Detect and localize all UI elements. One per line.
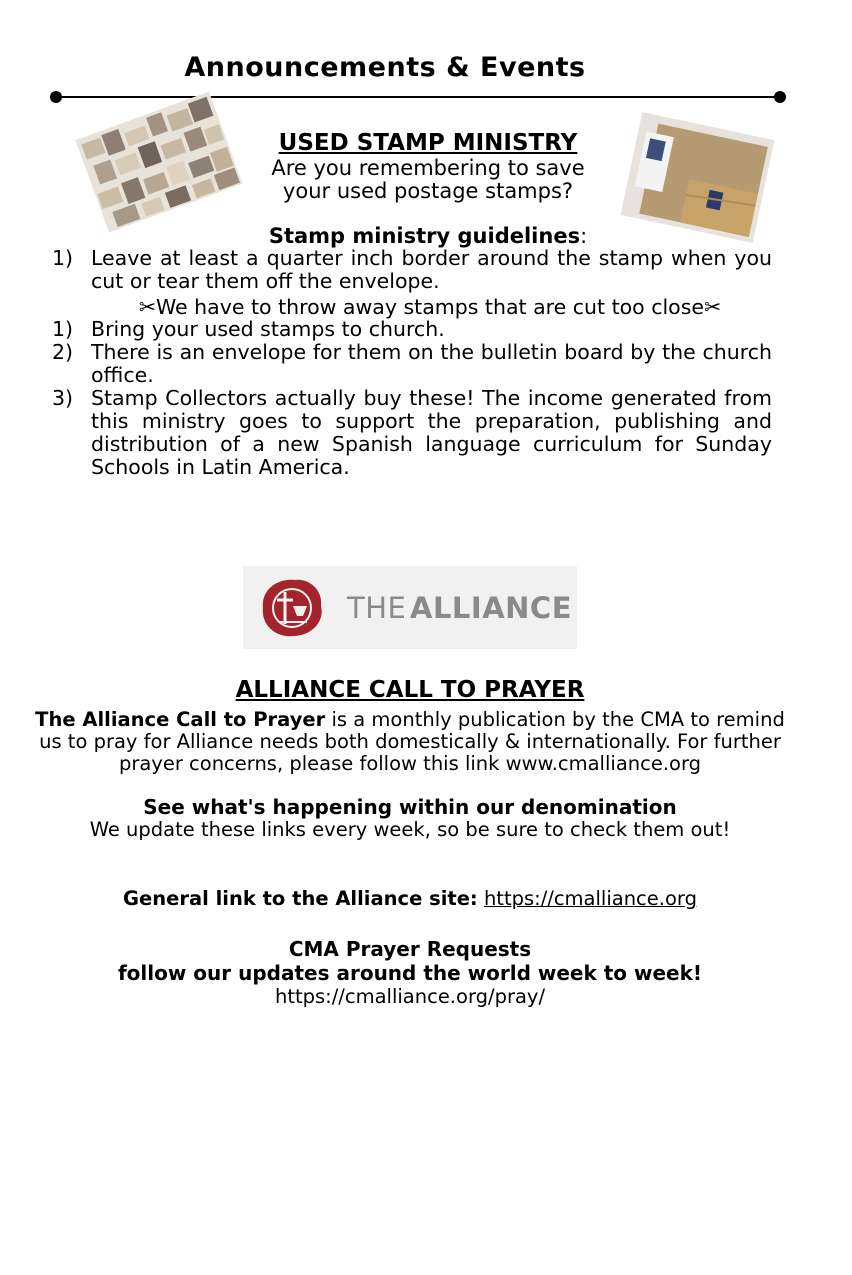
prayer-bold-lead: The Alliance Call to Prayer xyxy=(35,708,326,731)
list-number: 1) xyxy=(52,317,74,341)
question-line: your used postage stamps? xyxy=(282,179,574,203)
list-item xyxy=(52,341,772,387)
prayer-body-text: is a monthly publication by the CMA to remind us to pray for Alliance needs both domestically & internationally. For further prayer concerns, please follow this link www.cmalliance.org xyxy=(39,708,785,775)
list-item xyxy=(52,318,772,341)
prayer-requests-subtitle: follow our updates around the world week to week! xyxy=(117,961,703,985)
guidelines-label xyxy=(200,224,656,248)
stamp-ministry-heading: USED STAMP MINISTRY xyxy=(278,130,578,156)
logo-text-the: THE xyxy=(347,591,407,625)
prayer-heading: ALLIANCE CALL TO PRAYER xyxy=(235,677,585,703)
list-text: There is an envelope for them on the bulletin board by the church office. xyxy=(91,340,772,387)
list-number: 2) xyxy=(52,340,74,364)
list-number: 1) xyxy=(52,246,74,270)
prayer-requests-url: https://cmalliance.org/pray/ xyxy=(274,985,546,1008)
list-number: 3) xyxy=(52,386,74,410)
happening-heading: See what's happening within our denomination xyxy=(143,795,677,819)
general-link-label: General link to the Alliance site: xyxy=(123,887,478,910)
guidelines-label-text: Stamp ministry guidelines xyxy=(268,224,581,248)
list-item xyxy=(52,387,772,479)
logo-text-alliance: ALLIANCE xyxy=(410,591,572,625)
page-title: Announcements & Events xyxy=(184,52,586,83)
guidelines-colon: : xyxy=(580,224,588,248)
list-text: Leave at least a quarter inch border around the stamp when you cut or tear them off the envelope. xyxy=(91,246,772,293)
alliance-logo xyxy=(243,566,577,649)
stamp-ministry-question xyxy=(200,157,656,203)
prayer-requests-title: CMA Prayer Requests xyxy=(288,937,532,961)
happening-subtext: We update these links every week, so be sure to check them out! xyxy=(89,818,731,841)
cut-warning-note: ✂We have to throw away stamps that are cut too close✂ xyxy=(138,295,722,319)
alliance-site-link[interactable]: https://cmalliance.org xyxy=(483,887,697,910)
header-divider xyxy=(50,90,786,104)
list-text: Stamp Collectors actually buy these! The income generated from this ministry goes to support the preparation, publishing and distribution of a new Spanish language curriculum for Sunday Schools in Latin America. xyxy=(91,386,772,479)
prayer-description xyxy=(30,709,790,775)
guidelines-list xyxy=(52,247,772,293)
general-link-line xyxy=(30,887,790,910)
guidelines-list xyxy=(52,318,772,479)
list-item xyxy=(52,247,772,293)
list-text: Bring your used stamps to church. xyxy=(91,317,445,341)
question-line: Are you remembering to save xyxy=(271,156,585,180)
